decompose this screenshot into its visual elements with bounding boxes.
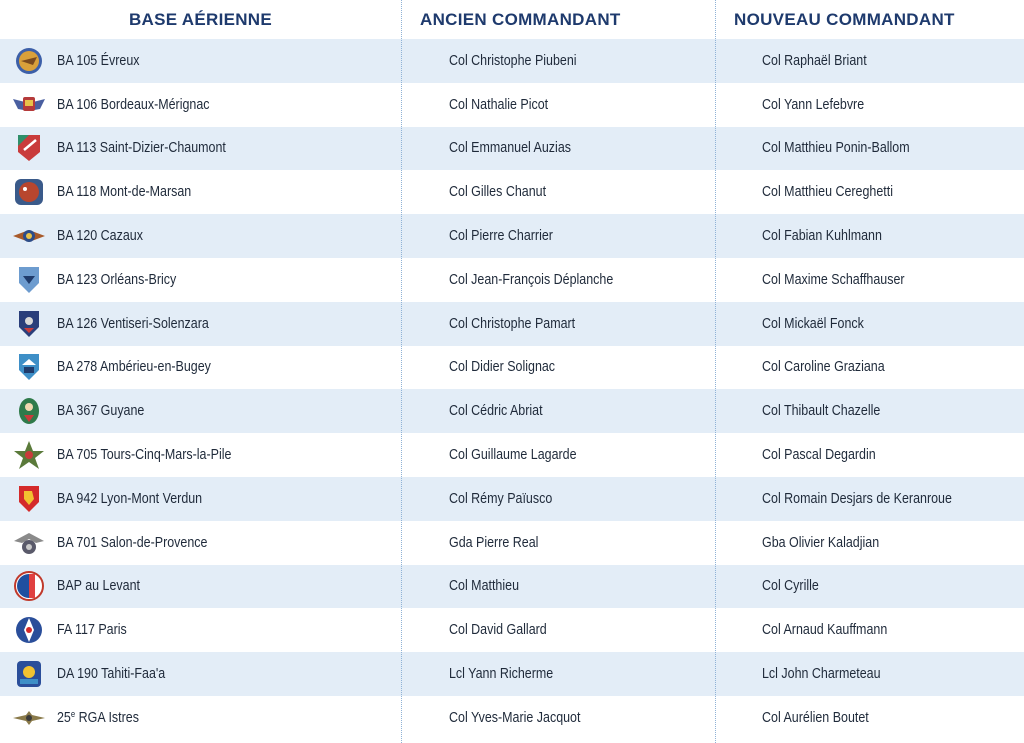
nouveau-commandant: Col Matthieu Ponin-Ballom [762,140,910,157]
base-name: BAP au Levant [57,578,140,595]
table-row [0,83,1024,127]
table-row [0,39,1024,83]
base-name: BA 118 Mont-de-Marsan [57,184,192,201]
ancien-commandant: Col Guillaume Lagarde [449,447,577,464]
ba701-crest-icon [12,527,46,559]
bap-levant-crest-icon [12,570,46,602]
ancien-commandant: Col Christophe Piubeni [449,52,577,69]
base-name: BA 278 Ambérieu-en-Bugey [57,359,211,376]
nouveau-commandant: Col Maxime Schaffhauser [762,271,905,288]
ba120-crest-icon [12,220,46,252]
table-row [0,565,1024,609]
nouveau-commandant: Col Fabian Kuhlmann [762,228,882,245]
nouveau-commandant: Col Yann Lefebvre [762,96,865,113]
base-name: DA 190 Tahiti-Faa'a [57,666,166,683]
base-name: BA 105 Évreux [57,52,140,69]
base-name: FA 117 Paris [57,622,127,639]
nouveau-commandant: Col Caroline Graziana [762,359,885,376]
table-row [0,696,1024,740]
base-name: BA 367 Guyane [57,403,145,420]
header-ancien: ANCIEN COMMANDANT [420,9,621,29]
nouveau-commandant: Col Cyrille [762,578,819,595]
base-name: BA 701 Salon-de-Provence [57,534,208,551]
ancien-commandant: Col Matthieu [449,578,520,595]
base-name: BA 705 Tours-Cinq-Mars-la-Pile [57,447,232,464]
nouveau-commandant: Lcl John Charmeteau [762,666,881,683]
column-divider [715,0,716,743]
base-ordinal-suffix: e [70,708,76,719]
base-name: BA 942 Lyon-Mont Verdun [57,490,203,507]
table-header [0,0,1024,39]
ba123-crest-icon [12,264,46,296]
ancien-commandant: Col Gilles Chanut [449,184,547,201]
table-row [0,608,1024,652]
rga25-crest-icon [12,702,46,734]
table-row [0,127,1024,171]
base-name-rest: RGA Istres [78,709,139,726]
ancien-commandant: Col Cédric Abriat [449,403,543,420]
table-row [0,258,1024,302]
base-ordinal: 25 [57,709,71,726]
column-divider [401,0,402,743]
ancien-commandant: Lcl Yann Richerme [449,666,554,683]
ba126-crest-icon [12,308,46,340]
nouveau-commandant: Col Thibault Chazelle [762,403,881,420]
table-row [0,389,1024,433]
ancien-commandant: Col Didier Solignac [449,359,556,376]
ancien-commandant: Col Jean-François Déplanche [449,271,614,288]
nouveau-commandant: Col Romain Desjars de Keranroue [762,490,952,507]
table-row [0,477,1024,521]
base-name: BA 113 Saint-Dizier-Chaumont [57,140,226,157]
ba942-crest-icon [12,483,46,515]
ancien-commandant: Col Emmanuel Auzias [449,140,571,157]
ba118-crest-icon [12,176,46,208]
header-nouveau: NOUVEAU COMMANDANT [734,9,955,29]
ba278-crest-icon [12,351,46,383]
table-row [0,521,1024,565]
base-name: BA 106 Bordeaux-Mérignac [57,96,210,113]
table-row [0,214,1024,258]
ancien-commandant: Col David Gallard [449,622,547,639]
base-name: BA 126 Ventiseri-Solenzara [57,315,209,332]
table-row [0,346,1024,390]
ba705-crest-icon [12,439,46,471]
ba105-crest-icon [12,45,46,77]
ancien-commandant: Col Yves-Marie Jacquot [449,709,581,726]
nouveau-commandant: Col Arnaud Kauffmann [762,622,888,639]
ba113-crest-icon [12,132,46,164]
ancien-commandant: Col Nathalie Picot [449,96,549,113]
da190-crest-icon [12,658,46,690]
header-base: BASE AÉRIENNE [128,9,273,29]
nouveau-commandant: Gba Olivier Kaladjian [762,534,880,551]
base-name: BA 120 Cazaux [57,228,143,245]
nouveau-commandant: Col Pascal Degardin [762,447,876,464]
nouveau-commandant: Col Matthieu Cereghetti [762,184,894,201]
ancien-commandant: Gda Pierre Real [449,534,539,551]
nouveau-commandant: Col Aurélien Boutet [762,709,869,726]
ba367-crest-icon [12,395,46,427]
fa117-crest-icon [12,614,46,646]
table-row [0,302,1024,346]
base-name [57,710,139,726]
ba106-crest-icon [12,89,46,121]
table-row [0,170,1024,214]
nouveau-commandant: Col Raphaël Briant [762,52,867,69]
base-name: BA 123 Orléans-Bricy [57,271,177,288]
table-row [0,433,1024,477]
ancien-commandant: Col Pierre Charrier [449,228,553,245]
ancien-commandant: Col Christophe Pamart [449,315,576,332]
nouveau-commandant: Col Mickaël Fonck [762,315,864,332]
table-row [0,652,1024,696]
ancien-commandant: Col Rémy Païusco [449,490,553,507]
